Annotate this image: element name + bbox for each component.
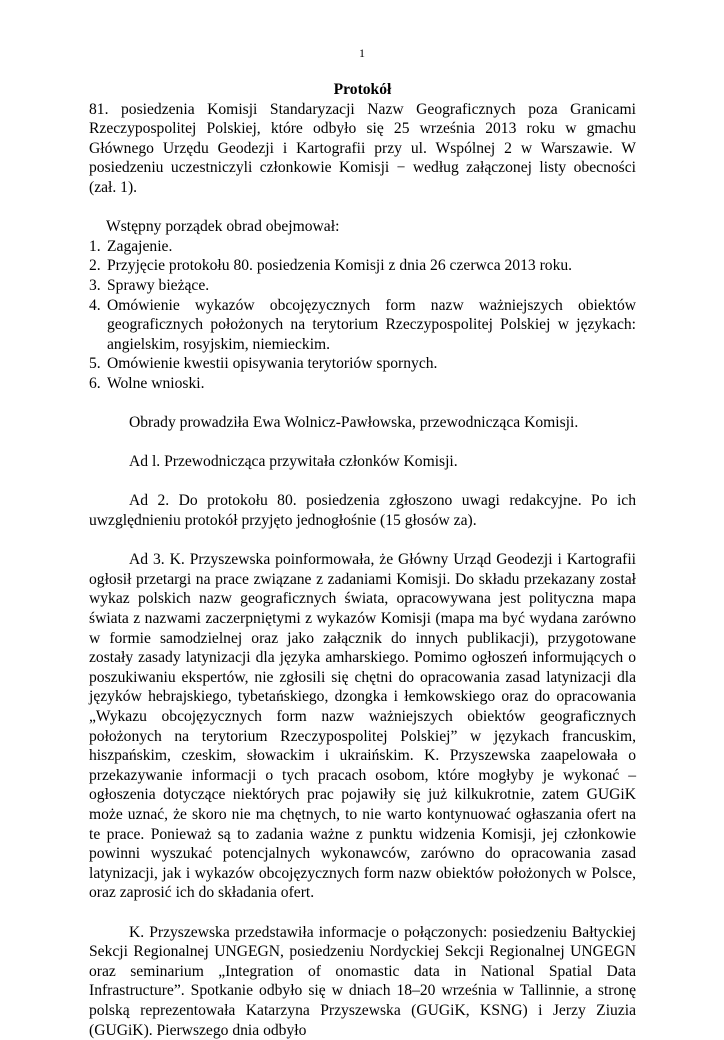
document-title: Protokół [333,81,392,98]
agenda-item [89,256,636,276]
agenda-item-text: Sprawy bieżące. [107,276,210,294]
ad1-paragraph: Ad l. Przewodnicząca przywitała członków Komisji. [129,453,458,471]
agenda-item-text: Wolne wnioski. [107,374,205,392]
agenda-item-text: Przyjęcie protokołu 80. posiedzenia Komisji z dnia 26 czerwca 2013 roku. [107,257,573,275]
agenda-item-number: 6. [89,374,101,392]
agenda-item-number: 2. [89,257,101,275]
agenda-list [89,237,636,394]
intro-paragraph: 81. posiedzenia Komisji Standaryzacji Nazw Geograficznych poza Granicami Rzeczypospolitej Polskiej, które odbyło się 25 września 2013 roku w gmachu Głównego Urzędu Geodezji i Kartografii przy ul. Wspólnej 2 w Warszawie. W posiedzeniu uczestniczyli członkowie Komisji − według załączonej listy obecności (zał. 1). [89,100,636,196]
ad3-paragraph: Ad 3. K. Przyszewska poinformowała, że Główny Urząd Geodezji i Kartografii ogłosił przetargi na prace związane z zadaniami Komisji. Do składu przekazany został wykaz polskich nazw geograficznych świata, opracowywana jest polityczna mapa świata z nazwami zaczerpniętymi z wykazów Komisji (mapa ma być wydana zarówno w formie samodzielnej oraz jako załącznik do innych publikacji), przygotowane zostały zasady latynizacji dla języka amharskiego. Pomimo ogłoszeń informujących o poszukiwaniu ekspertów, nie zgłosili się chętni do opracowania zasad latynizacji dla języków hebrajskiego, tybetańskiego, dzongka i łemkowskiego oraz do opracowania „Wykazu obcojęzycznych form nazw ważniejszych obiektów geograficznych położonych na terytorium Rzeczypospolitej Polskiej” w językach francuskim, hiszpańskim, czeskim, słowackim i ukraińskim. K. Przyszewska zaapelowała o przekazywanie informacji o tych pracach osobom, które mogłyby je wykonać – ogłoszenia dotyczące niektórych prac pojawiły się już kilkukrotnie, zatem GUGiK może uznać, że skoro nie ma chętnych, to nie warto kontynuować ogłaszania ofert na te prace. Ponieważ są to zadania ważne z punktu widzenia Komisji, jej członkowie powinni wyszukać potencjalnych wykonawców, zarówno do opracowania zasad latynizacji, jak i wykazów obcojęzycznych form nazw obiektów położonych w Polsce, oraz zaprosić ich do składania ofert. [89,551,636,902]
agenda-item-text: Zagajenie. [107,237,173,255]
agenda-item-number: 3. [89,276,101,294]
ad2-paragraph: Ad 2. Do protokołu 80. posiedzenia zgłoszono uwagi redakcyjne. Po ich uwzględnieniu protokół przyjęto jednogłośnie (15 głosów za). [89,492,636,530]
agenda-item-number: 5. [89,355,101,373]
agenda-item [89,276,636,296]
agenda-item-text: Omówienie wykazów obcojęzycznych form nazw ważniejszych obiektów geograficznych położonych na terytorium Rzeczypospolitej Polskiej w językach: angielskim, rosyjskim, niemieckim. [107,296,636,353]
document-body [89,80,636,1040]
ad3-continuation-paragraph: K. Przyszewska przedstawiła informacje o połączonych: posiedzeniu Bałtyckiej Sekcji Regionalnej UNGEGN, posiedzeniu Nordyckiej Sekcji Regionalnej UNGEGN oraz seminarium „Integration of onomastic data in National Spatial Data Infrastructure”. Spotkanie odbyło się w dniach 18–20 września w Tallinnie, a stronę polską reprezentowała Katarzyna Przyszewska (GUGiK, KSNG) i Jerzy Ziuzia (GUGiK). Pierwszego dnia odbyło [89,923,636,1039]
agenda-item-number: 4. [89,296,101,314]
agenda-item [89,296,636,355]
agenda-item [89,374,636,394]
agenda-item-number: 1. [89,237,101,255]
agenda-heading: Wstępny porządek obrad obejmował: [106,218,340,236]
chair-paragraph: Obrady prowadziła Ewa Wolnicz-Pawłowska, przewodnicząca Komisji. [129,414,579,432]
agenda-item [89,237,636,257]
page-number: 1 [359,46,365,60]
agenda-item [89,354,636,374]
agenda-item-text: Omówienie kwestii opisywania terytoriów spornych. [107,355,438,373]
